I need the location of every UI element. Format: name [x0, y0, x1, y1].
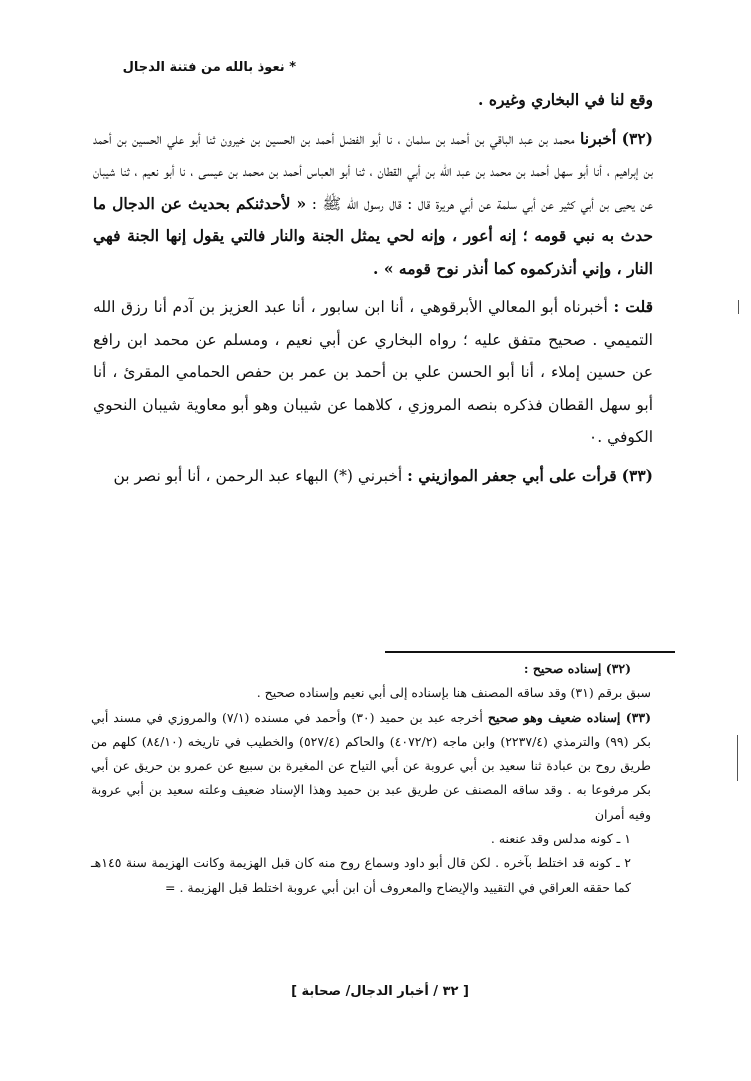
qultu-paragraph: [93, 291, 653, 454]
hadith-33-number: (٣٣): [621, 465, 653, 485]
hadith-32-matn: « لأحدثنكم بحديث عن الدجال ما حدث به نبي قومه ؛ إنه أعور ، وإنه لحي يمثل الجنة والنار فالتي يقول إنها الجنة فهي النار ، وإني أنذركموه كما أنذر نوح قومه » .: [93, 193, 653, 278]
hadith-33: [93, 460, 653, 493]
footnote-32-heading: (٣٢) إسناده صحيح :: [523, 661, 631, 676]
hadith-32-number: (٣٢): [621, 128, 654, 148]
lead-line: وقع لنا في البخاري وغيره .: [478, 90, 653, 109]
footnote-33: [91, 706, 651, 827]
running-header: * نعوذ بالله من فتنة الدجال: [122, 60, 296, 75]
hadith-32: [93, 123, 653, 286]
main-text: [93, 84, 653, 492]
footnote-separator: [385, 651, 675, 653]
hadith-32-lead: أخبرنا: [580, 128, 617, 148]
margin-mark: [737, 735, 738, 781]
footnote-33-heading: (٣٣) إسناده ضعيف وهو صحيح: [487, 709, 652, 725]
qultu-label: قلت :: [613, 297, 653, 316]
footnote-33-text: أخرجه عبد بن حميد (٣٠) وأحمد في مسنده (٧/١) والمروزي في مسند أبي بكر (٩٩) والترمذي (٢٢٣٧/٤) وابن ماجه (٤٠٧٢/٢) والحاكم (٥٢٧/٤) والخطيب في تاريخه (٨٤/١٠) كلهم من طريق روح بن عبادة ثنا سعيد بن أبي عروبة عن أبي التياح عن المغيرة بن سبيع عن عمرو بن حريق عن أبي بكر مرفوعا به . وقد ساقه المصنف عن طريق عبد بن حميد وهذا الإسناد ضعيف وعلته سعيد بن أبي عروبة وفيه أمران: [91, 709, 651, 822]
hadith-33-lead: قرأت على أبي جعفر الموازيني :: [407, 465, 617, 485]
page-footer: [ ٣٢ / أخبار الدجال/ صحابة ]: [291, 984, 469, 999]
qultu-text: أخبرناه أبو المعالي الأبرقوهي ، أنا ابن سابور ، أنا عبد العزيز بن آدم أنا رزق الله التميمي . صحيح متفق عليه ؛ رواه البخاري عن أبي نعيم ، ومسلم عن محمد ابن رافع عن حسين إملاء ، أنا أبو الحسن علي بن أحمد بن عمر بن حفص الحمامي المقرئ ، أنا أبو سهل القطان فذكره بنصه المروزي ، كلاهما عن شيبان وهو أبو معاوية شيبان النحوي الكوفي .٠: [93, 298, 653, 446]
footnote-item-2: ٢ ـ كونه قد اختلط بآخره . لكن قال أبو داود وسماع روح منه كان قبل الهزيمة وكانت الهزيمة سنة ١٤٥هـ كما حققه العراقي في التقييد والإيضاح والمعروف أن ابن أبي عروبة اختلط قبل الهزيمة . =: [91, 855, 631, 895]
hadith-33-text: أخبرني (*) البهاء عبد الرحمن ، أنا أبو نصر بن: [113, 466, 403, 485]
footnotes: [91, 657, 651, 900]
footnote-32-text: سبق برقم (٣١) وقد ساقه المصنف هنا بإسناده إلى أبي نعيم وإسناده صحيح .: [256, 685, 651, 701]
hadith-32-isnad: محمد بن عبد الباقي بن أحمد بن سلمان ، نا أبو الفضل أحمد بن الحسين بن خيرون ثنا أبو علي الحسين بن أحمد بن إبراهيم ، أنا أبو سهل أحمد بن محمد بن عبد الله بن أبي القطان ، ثنا أبو العباس أحمد بن محمد بن عيسى ، نا أبو نعيم ، ثنا شيبان عن يحيى بن أبي كثير عن أبي سلمة عن أبي هريرة قال : قال رسول الله ﷺ :: [93, 129, 654, 213]
margin-mark: [738, 300, 739, 314]
footnote-item-1: ١ ـ كونه مدلس وقد عنعنه .: [490, 831, 631, 847]
